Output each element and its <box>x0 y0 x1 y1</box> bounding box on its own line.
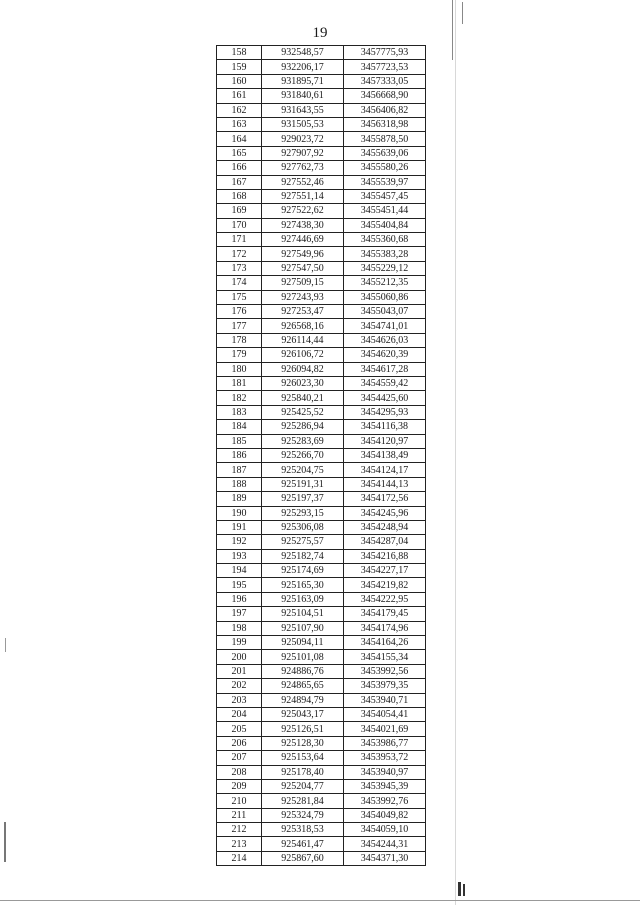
point-number-cell: 205 <box>217 722 262 736</box>
y-coordinate-cell: 3453945,39 <box>344 779 426 793</box>
x-coordinate-cell: 925867,60 <box>262 851 344 865</box>
y-coordinate-cell: 3455539,97 <box>344 175 426 189</box>
x-coordinate-cell: 927438,30 <box>262 218 344 232</box>
table-row <box>217 506 426 520</box>
x-coordinate-cell: 931895,71 <box>262 74 344 88</box>
y-coordinate-cell: 3454179,45 <box>344 607 426 621</box>
x-coordinate-cell: 927243,93 <box>262 290 344 304</box>
x-coordinate-cell: 925286,94 <box>262 420 344 434</box>
x-coordinate-cell: 927509,15 <box>262 276 344 290</box>
point-number-cell: 211 <box>217 808 262 822</box>
point-number-cell: 170 <box>217 218 262 232</box>
point-number-cell: 160 <box>217 74 262 88</box>
x-coordinate-cell: 926094,82 <box>262 362 344 376</box>
table-row <box>217 60 426 74</box>
point-number-cell: 185 <box>217 434 262 448</box>
table-row <box>217 117 426 131</box>
y-coordinate-cell: 3454227,17 <box>344 564 426 578</box>
table-row <box>217 233 426 247</box>
table-row <box>217 722 426 736</box>
x-coordinate-cell: 929023,72 <box>262 132 344 146</box>
x-coordinate-cell: 925182,74 <box>262 549 344 563</box>
y-coordinate-cell: 3453940,71 <box>344 693 426 707</box>
y-coordinate-cell: 3453986,77 <box>344 736 426 750</box>
point-number-cell: 169 <box>217 204 262 218</box>
y-coordinate-cell: 3453979,35 <box>344 679 426 693</box>
table-row <box>217 765 426 779</box>
x-coordinate-cell: 925266,70 <box>262 448 344 462</box>
x-coordinate-cell: 925163,09 <box>262 592 344 606</box>
y-coordinate-cell: 3457333,05 <box>344 74 426 88</box>
y-coordinate-cell: 3454172,56 <box>344 492 426 506</box>
table-row <box>217 362 426 376</box>
y-coordinate-cell: 3454222,95 <box>344 592 426 606</box>
table-row <box>217 636 426 650</box>
point-number-cell: 189 <box>217 492 262 506</box>
y-coordinate-cell: 3455060,86 <box>344 290 426 304</box>
scan-mark <box>5 638 6 652</box>
point-number-cell: 194 <box>217 564 262 578</box>
point-number-cell: 184 <box>217 420 262 434</box>
y-coordinate-cell: 3454248,94 <box>344 520 426 534</box>
x-coordinate-cell: 925101,08 <box>262 650 344 664</box>
x-coordinate-cell: 925306,08 <box>262 520 344 534</box>
point-number-cell: 171 <box>217 233 262 247</box>
point-number-cell: 206 <box>217 736 262 750</box>
table-row <box>217 161 426 175</box>
point-number-cell: 183 <box>217 405 262 419</box>
x-coordinate-cell: 926114,44 <box>262 333 344 347</box>
y-coordinate-cell: 3455457,45 <box>344 189 426 203</box>
y-coordinate-cell: 3455360,68 <box>344 233 426 247</box>
x-coordinate-cell: 925204,77 <box>262 779 344 793</box>
table-row <box>217 535 426 549</box>
table-row <box>217 89 426 103</box>
point-number-cell: 201 <box>217 664 262 678</box>
point-number-cell: 159 <box>217 60 262 74</box>
scan-mark <box>4 822 6 862</box>
table-row <box>217 564 426 578</box>
point-number-cell: 208 <box>217 765 262 779</box>
table-row <box>217 132 426 146</box>
y-coordinate-cell: 3455043,07 <box>344 305 426 319</box>
table-row <box>217 794 426 808</box>
x-coordinate-cell: 925094,11 <box>262 636 344 650</box>
coordinates-table <box>216 45 426 866</box>
y-coordinate-cell: 3453992,56 <box>344 664 426 678</box>
table-row <box>217 664 426 678</box>
point-number-cell: 164 <box>217 132 262 146</box>
x-coordinate-cell: 927552,46 <box>262 175 344 189</box>
point-number-cell: 195 <box>217 578 262 592</box>
x-coordinate-cell: 927907,92 <box>262 146 344 160</box>
point-number-cell: 158 <box>217 46 262 60</box>
x-coordinate-cell: 925204,75 <box>262 463 344 477</box>
y-coordinate-cell: 3455580,26 <box>344 161 426 175</box>
x-coordinate-cell: 924865,65 <box>262 679 344 693</box>
y-coordinate-cell: 3454174,96 <box>344 621 426 635</box>
table-body <box>217 46 426 866</box>
x-coordinate-cell: 927551,14 <box>262 189 344 203</box>
y-coordinate-cell: 3454219,82 <box>344 578 426 592</box>
y-coordinate-cell: 3454617,28 <box>344 362 426 376</box>
x-coordinate-cell: 927547,50 <box>262 261 344 275</box>
table-row <box>217 204 426 218</box>
x-coordinate-cell: 925461,47 <box>262 837 344 851</box>
point-number-cell: 198 <box>217 621 262 635</box>
x-coordinate-cell: 925324,79 <box>262 808 344 822</box>
point-number-cell: 175 <box>217 290 262 304</box>
y-coordinate-cell: 3454741,01 <box>344 319 426 333</box>
table-row <box>217 520 426 534</box>
y-coordinate-cell: 3454144,13 <box>344 477 426 491</box>
x-coordinate-cell: 925178,40 <box>262 765 344 779</box>
y-coordinate-cell: 3454054,41 <box>344 707 426 721</box>
y-coordinate-cell: 3455451,44 <box>344 204 426 218</box>
point-number-cell: 210 <box>217 794 262 808</box>
y-coordinate-cell: 3457723,53 <box>344 60 426 74</box>
x-coordinate-cell: 925126,51 <box>262 722 344 736</box>
x-coordinate-cell: 927253,47 <box>262 305 344 319</box>
y-coordinate-cell: 3455212,35 <box>344 276 426 290</box>
table-row <box>217 247 426 261</box>
x-coordinate-cell: 925318,53 <box>262 823 344 837</box>
y-coordinate-cell: 3454124,17 <box>344 463 426 477</box>
y-coordinate-cell: 3454371,30 <box>344 851 426 865</box>
scan-bottom-line <box>0 900 640 901</box>
scan-edge-line <box>455 0 456 905</box>
table-row <box>217 261 426 275</box>
y-coordinate-cell: 3454116,38 <box>344 420 426 434</box>
x-coordinate-cell: 924894,79 <box>262 693 344 707</box>
page-number: 19 <box>312 25 328 41</box>
x-coordinate-cell: 925043,17 <box>262 707 344 721</box>
table-row <box>217 405 426 419</box>
point-number-cell: 161 <box>217 89 262 103</box>
x-coordinate-cell: 925275,57 <box>262 535 344 549</box>
x-coordinate-cell: 925107,90 <box>262 621 344 635</box>
x-coordinate-cell: 927549,96 <box>262 247 344 261</box>
table-row <box>217 549 426 563</box>
x-coordinate-cell: 925165,30 <box>262 578 344 592</box>
table-row <box>217 420 426 434</box>
y-coordinate-cell: 3454245,96 <box>344 506 426 520</box>
x-coordinate-cell: 925191,31 <box>262 477 344 491</box>
point-number-cell: 207 <box>217 751 262 765</box>
table-row <box>217 779 426 793</box>
point-number-cell: 168 <box>217 189 262 203</box>
x-coordinate-cell: 925128,30 <box>262 736 344 750</box>
point-number-cell: 193 <box>217 549 262 563</box>
x-coordinate-cell: 927762,73 <box>262 161 344 175</box>
x-coordinate-cell: 931840,61 <box>262 89 344 103</box>
table-row <box>217 736 426 750</box>
y-coordinate-cell: 3453992,76 <box>344 794 426 808</box>
scan-mark <box>462 2 463 24</box>
point-number-cell: 163 <box>217 117 262 131</box>
table-row <box>217 305 426 319</box>
table-row <box>217 823 426 837</box>
table-row <box>217 434 426 448</box>
y-coordinate-cell: 3455639,06 <box>344 146 426 160</box>
point-number-cell: 162 <box>217 103 262 117</box>
y-coordinate-cell: 3454049,82 <box>344 808 426 822</box>
x-coordinate-cell: 925153,64 <box>262 751 344 765</box>
x-coordinate-cell: 925840,21 <box>262 391 344 405</box>
point-number-cell: 174 <box>217 276 262 290</box>
point-number-cell: 177 <box>217 319 262 333</box>
x-coordinate-cell: 927446,69 <box>262 233 344 247</box>
x-coordinate-cell: 925425,52 <box>262 405 344 419</box>
x-coordinate-cell: 932548,57 <box>262 46 344 60</box>
y-coordinate-cell: 3454059,10 <box>344 823 426 837</box>
point-number-cell: 179 <box>217 348 262 362</box>
table-row <box>217 146 426 160</box>
y-coordinate-cell: 3455229,12 <box>344 261 426 275</box>
table-row <box>217 837 426 851</box>
table-row <box>217 376 426 390</box>
table-row <box>217 290 426 304</box>
point-number-cell: 167 <box>217 175 262 189</box>
table-row <box>217 348 426 362</box>
point-number-cell: 202 <box>217 679 262 693</box>
y-coordinate-cell: 3455404,84 <box>344 218 426 232</box>
table-row <box>217 679 426 693</box>
scan-mark <box>458 882 461 896</box>
point-number-cell: 212 <box>217 823 262 837</box>
point-number-cell: 191 <box>217 520 262 534</box>
table-row <box>217 808 426 822</box>
point-number-cell: 188 <box>217 477 262 491</box>
point-number-cell: 200 <box>217 650 262 664</box>
y-coordinate-cell: 3456668,90 <box>344 89 426 103</box>
table-row <box>217 74 426 88</box>
table-row <box>217 492 426 506</box>
point-number-cell: 172 <box>217 247 262 261</box>
y-coordinate-cell: 3454287,04 <box>344 535 426 549</box>
point-number-cell: 192 <box>217 535 262 549</box>
y-coordinate-cell: 3455383,28 <box>344 247 426 261</box>
table-row <box>217 448 426 462</box>
table-row <box>217 607 426 621</box>
table-row <box>217 477 426 491</box>
y-coordinate-cell: 3454425,60 <box>344 391 426 405</box>
y-coordinate-cell: 3454244,31 <box>344 837 426 851</box>
point-number-cell: 187 <box>217 463 262 477</box>
y-coordinate-cell: 3456406,82 <box>344 103 426 117</box>
x-coordinate-cell: 925104,51 <box>262 607 344 621</box>
point-number-cell: 196 <box>217 592 262 606</box>
y-coordinate-cell: 3454155,34 <box>344 650 426 664</box>
point-number-cell: 166 <box>217 161 262 175</box>
y-coordinate-cell: 3454626,03 <box>344 333 426 347</box>
x-coordinate-cell: 925281,84 <box>262 794 344 808</box>
x-coordinate-cell: 931643,55 <box>262 103 344 117</box>
point-number-cell: 190 <box>217 506 262 520</box>
scan-edge-mark <box>452 0 453 60</box>
point-number-cell: 182 <box>217 391 262 405</box>
x-coordinate-cell: 932206,17 <box>262 60 344 74</box>
x-coordinate-cell: 925293,15 <box>262 506 344 520</box>
y-coordinate-cell: 3453940,97 <box>344 765 426 779</box>
y-coordinate-cell: 3454120,97 <box>344 434 426 448</box>
y-coordinate-cell: 3457775,93 <box>344 46 426 60</box>
y-coordinate-cell: 3454295,93 <box>344 405 426 419</box>
point-number-cell: 199 <box>217 636 262 650</box>
table-row <box>217 46 426 60</box>
x-coordinate-cell: 924886,76 <box>262 664 344 678</box>
x-coordinate-cell: 925197,37 <box>262 492 344 506</box>
y-coordinate-cell: 3454164,26 <box>344 636 426 650</box>
y-coordinate-cell: 3454559,42 <box>344 376 426 390</box>
x-coordinate-cell: 925174,69 <box>262 564 344 578</box>
x-coordinate-cell: 927522,62 <box>262 204 344 218</box>
x-coordinate-cell: 926106,72 <box>262 348 344 362</box>
table-row <box>217 319 426 333</box>
table-row <box>217 391 426 405</box>
table-row <box>217 189 426 203</box>
point-number-cell: 180 <box>217 362 262 376</box>
point-number-cell: 176 <box>217 305 262 319</box>
table-row <box>217 592 426 606</box>
y-coordinate-cell: 3456318,98 <box>344 117 426 131</box>
table-row <box>217 333 426 347</box>
y-coordinate-cell: 3454620,39 <box>344 348 426 362</box>
table-row <box>217 693 426 707</box>
x-coordinate-cell: 926568,16 <box>262 319 344 333</box>
table-row <box>217 751 426 765</box>
y-coordinate-cell: 3455878,50 <box>344 132 426 146</box>
point-number-cell: 173 <box>217 261 262 275</box>
y-coordinate-cell: 3454138,49 <box>344 448 426 462</box>
table-row <box>217 621 426 635</box>
table-row <box>217 175 426 189</box>
point-number-cell: 186 <box>217 448 262 462</box>
scan-mark <box>463 884 465 896</box>
y-coordinate-cell: 3453953,72 <box>344 751 426 765</box>
table-row <box>217 707 426 721</box>
point-number-cell: 213 <box>217 837 262 851</box>
y-coordinate-cell: 3454216,88 <box>344 549 426 563</box>
x-coordinate-cell: 926023,30 <box>262 376 344 390</box>
table-row <box>217 578 426 592</box>
x-coordinate-cell: 925283,69 <box>262 434 344 448</box>
point-number-cell: 204 <box>217 707 262 721</box>
table-row <box>217 103 426 117</box>
table-row <box>217 650 426 664</box>
table-row <box>217 276 426 290</box>
table-row <box>217 463 426 477</box>
point-number-cell: 214 <box>217 851 262 865</box>
point-number-cell: 165 <box>217 146 262 160</box>
point-number-cell: 181 <box>217 376 262 390</box>
point-number-cell: 203 <box>217 693 262 707</box>
y-coordinate-cell: 3454021,69 <box>344 722 426 736</box>
point-number-cell: 197 <box>217 607 262 621</box>
table-row <box>217 851 426 865</box>
table-row <box>217 218 426 232</box>
point-number-cell: 178 <box>217 333 262 347</box>
x-coordinate-cell: 931505,53 <box>262 117 344 131</box>
point-number-cell: 209 <box>217 779 262 793</box>
